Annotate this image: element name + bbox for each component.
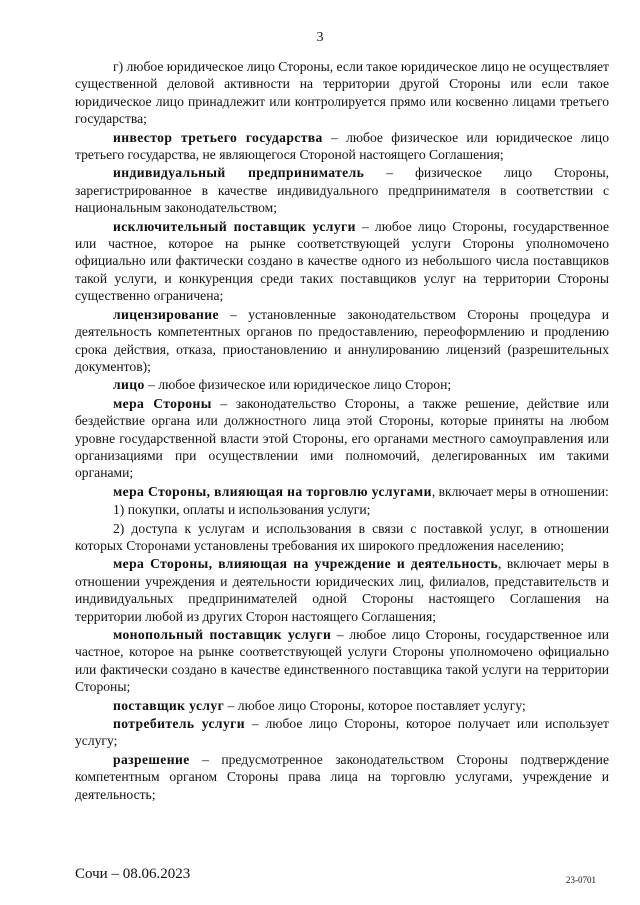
paragraph [75, 520, 609, 555]
defined-term: инвестор третьего государства [113, 129, 323, 145]
defined-term: потребитель услуги [113, 716, 245, 732]
paragraph [75, 306, 609, 376]
paragraph-text: – предусмотренное законодательством Стороны подтверждение компетентным органом Стороны права лица на торговлю услугами, учреждение и деятельность; [75, 751, 609, 802]
defined-term: исключительный поставщик услуги [113, 218, 356, 234]
paragraph-text: – любое лицо Стороны, которое получает или использует услугу; [75, 716, 609, 749]
paragraph-text: 2) доступа к услугам и использования в связи с поставкой услуг, в отношении которых Сторонами установлены требования их широкого предложения населению; [75, 520, 609, 553]
paragraph [75, 58, 609, 128]
page-number: 3 [316, 30, 324, 45]
defined-term: мера Стороны, влияющая на торговлю услугами [113, 483, 432, 499]
paragraph-text: – любое лицо Стороны, которое поставляет услугу; [224, 697, 526, 713]
paragraph-text: – любое лицо Стороны, государственное или частное, которое на рынке соответствующей услуги Стороны уполномочено официально или фактически создано в качестве единственного поставщика такой услуги на территории Стороны; [75, 627, 609, 695]
defined-term: лицо [113, 377, 145, 393]
paragraph [75, 555, 609, 625]
footer-place-date: Сочи – 08.06.2023 [75, 866, 191, 882]
paragraph [75, 395, 609, 482]
paragraph-text: – любое лицо Стороны, государственное или частное, которое на рынке соответствующей услуги Стороны уполномочено официально или фактически создано в качестве одного из небольшого числа поставщиков такой услуги, и конкуренция среди таких поставщиков услуг на территории Стороны существенно ограничена; [75, 218, 609, 304]
paragraph-text: г) любое юридическое лицо Стороны, если такое юридическое лицо не осуществляет существенной деловой активности на территории другой Стороны или если такое юридическое лицо принадлежит или контролируется прямо или косвенно лицами третьего государства; [75, 59, 609, 127]
paragraph [75, 218, 609, 305]
paragraph [75, 697, 609, 714]
paragraph-text: 1) покупки, оплаты и использования услуги; [113, 502, 371, 518]
defined-term: мера Стороны, влияющая на учреждение и деятельность [113, 556, 499, 572]
paragraph [75, 164, 609, 216]
paragraph [75, 626, 609, 696]
defined-term: разрешение [113, 751, 190, 767]
paragraph [75, 129, 609, 164]
defined-term: лицензирование [113, 306, 219, 322]
paragraph-text: – законодательство Стороны, а также решение, действие или бездействие органа или должностного лица этой Стороны, которые приняты на любом уровне государственной власти этой Стороны, его органами местного самоуправления или организациями при осуществлении ими полномочий, делегированных им такими органами; [75, 395, 609, 481]
paragraph [75, 376, 609, 393]
defined-term: индивидуальный предприниматель [113, 165, 365, 181]
defined-term: мера Стороны [113, 395, 212, 411]
paragraph-text: – установленные законодательством Стороны процедура и деятельность компетентных органов по предоставлению, переоформлению и продлению срока действия, отказа, приостановлению и аннулированию лицензий (разрешительных документов); [75, 306, 609, 374]
paragraph [75, 751, 609, 803]
paragraph-text: – любое физическое или юридическое лицо третьего государства, не являющегося Стороной настоящего Соглашения; [75, 129, 609, 163]
defined-term: монопольный поставщик услуги [113, 627, 332, 642]
paragraph-text: , включает меры в отношении: [431, 483, 609, 499]
paragraph [75, 715, 609, 750]
paragraph-text: – любое физическое или юридическое лицо Сторон; [144, 377, 452, 393]
paragraph [75, 483, 609, 500]
paragraph-text: – физическое лицо Стороны, зарегистрированное в качестве индивидуального предпринимателя в соответствии с национальным законодательством; [75, 165, 609, 216]
footer-document-code: 23-0701 [566, 875, 596, 885]
paragraph [75, 501, 609, 518]
defined-term: поставщик услуг [113, 697, 225, 713]
document-body [75, 58, 609, 804]
paragraph-text: , включает меры в отношении учреждения и деятельности юридических лиц, филиалов, представительств и индивидуальных предпринимателей одной Стороны настоящего Соглашения на территории любой из других Сторон настоящего Соглашения; [75, 556, 609, 624]
